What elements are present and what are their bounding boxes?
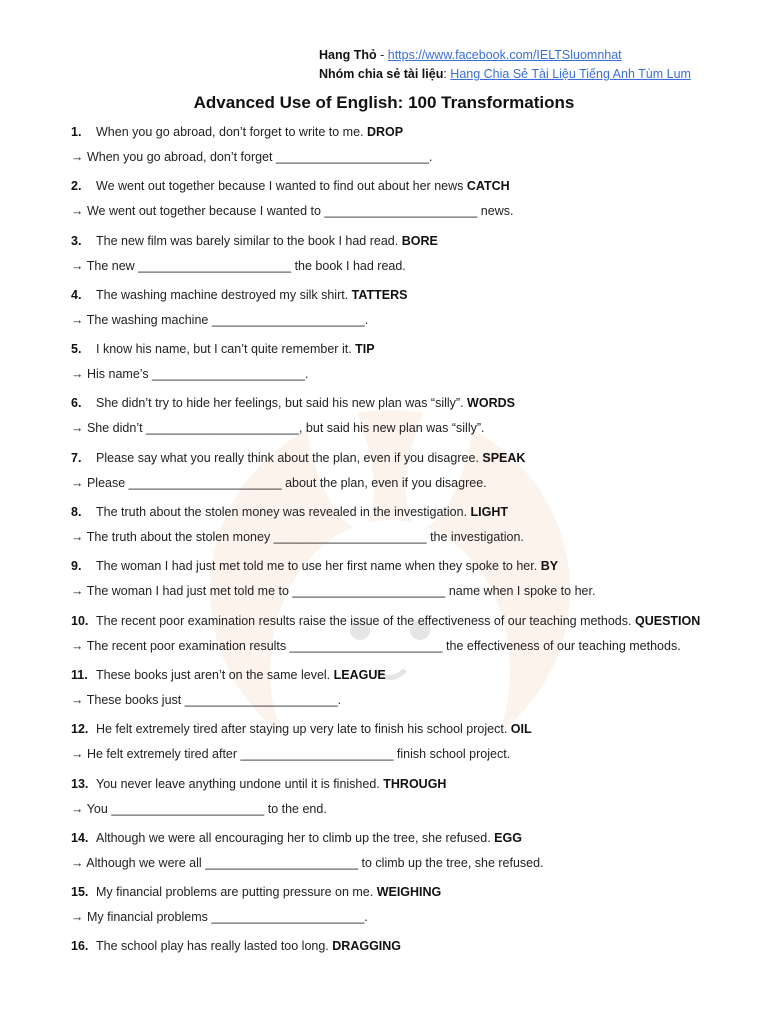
question-text: We went out together because I wanted to find out about her news [96,179,464,194]
exercise-question [71,559,558,573]
exercise-item [71,234,751,288]
exercise-question [71,668,386,682]
question-text: The school play has really lasted too long. [96,939,329,954]
answer-line[interactable]: → The recent poor examination results ______________________ the effectiveness of our teaching methods. [71,638,681,653]
exercise-number: 16. [71,939,89,954]
exercise-number: 13. [71,776,89,791]
keyword: DRAGGING [332,939,402,954]
group-separator: : [443,67,451,81]
exercise-number: 4. [71,287,82,302]
answer-line[interactable]: → These books just ______________________. [71,692,342,707]
answer-line[interactable]: → My financial problems ______________________. [71,910,368,925]
answer-line[interactable]: → The truth about the stolen money ______________________ the investigation. [71,530,524,545]
group-line [319,65,691,84]
exercise-number: 2. [71,179,82,194]
keyword: CATCH [466,179,510,194]
question-text: She didn’t try to hide her feelings, but said his new plan was “silly”. [96,396,464,411]
question-text: My financial problems are putting pressure on me. [96,885,374,900]
question-text: Please say what you really think about the plan, even if you disagree. [96,450,479,465]
exercise-item [71,125,751,179]
exercise-number: 6. [71,396,82,411]
keyword: EGG [494,830,522,845]
answer-line[interactable]: → Although we were all ______________________ to climb up the tree, she refused. [71,855,544,870]
question-text: I know his name, but I can’t quite remember it. [96,342,352,357]
exercise-question [71,614,700,628]
exercise-item [71,614,751,668]
exercise-number: 10. [71,613,89,628]
document-header [319,46,691,84]
answer-line[interactable]: → You ______________________ to the end. [71,801,327,816]
author-line [319,46,691,65]
exercise-question [71,831,522,845]
question-text: Although we were all encouraging her to climb up the tree, she refused. [96,830,491,845]
keyword: BY [540,559,559,574]
exercise-number: 11. [71,667,88,682]
question-text: The woman I had just met told me to use her first name when they spoke to her. [96,559,538,574]
keyword: QUESTION [634,613,701,628]
question-text: The truth about the stolen money was revealed in the investigation. [96,505,468,520]
answer-line[interactable]: → We went out together because I wanted to ______________________ news. [71,204,514,219]
exercise-number: 8. [71,505,82,520]
question-text: The recent poor examination results raise the issue of the effectiveness of our teaching methods. [96,613,632,628]
exercise-item [71,179,751,233]
exercise-item [71,885,751,939]
question-text: The washing machine destroyed my silk shirt. [96,287,349,302]
exercise-item [71,668,751,722]
exercise-question [71,451,525,465]
keyword: WEIGHING [376,885,442,900]
exercise-question [71,125,403,139]
answer-line[interactable]: → Please ______________________ about the plan, even if you disagree. [71,475,487,490]
exercise-question [71,505,508,519]
answer-line[interactable]: → His name’s ______________________. [71,367,309,382]
exercise-item [71,722,751,776]
question-text: When you go abroad, don’t forget to write to me. [96,125,364,139]
exercise-item [71,451,751,505]
answer-line[interactable]: → He felt extremely tired after ______________________ finish school project. [71,747,511,762]
exercise-item [71,288,751,342]
exercise-question [71,722,532,736]
keyword: LIGHT [470,505,509,520]
keyword: BORE [401,233,438,248]
exercise-question [71,396,515,410]
answer-line[interactable]: → When you go abroad, don’t forget ______________________. [71,150,433,164]
keyword: TATTERS [351,287,408,302]
document-title: Advanced Use of English: 100 Transformations [193,93,575,112]
exercise-item [71,939,751,993]
keyword: LEAGUE [333,667,386,682]
exercise-item [71,559,751,613]
exercise-question [71,234,438,248]
exercise-item [71,396,751,450]
exercise-item [71,831,751,885]
exercise-question [71,939,401,953]
author-separator: - [376,48,388,62]
keyword: THROUGH [383,776,447,791]
author-label: Hang Thỏ [319,48,377,62]
answer-line[interactable]: → The new ______________________ the book I had read. [71,258,406,273]
keyword: WORDS [467,396,515,411]
exercise-number: 9. [71,559,82,574]
exercise-number: 15. [71,885,89,900]
exercise-number: 3. [71,233,82,248]
exercise-question [71,885,441,899]
keyword: OIL [510,722,532,737]
answer-line[interactable]: → The washing machine ______________________. [71,312,369,327]
answer-line[interactable]: → The woman I had just met told me to ______________________ name when I spoke to her. [71,584,596,599]
exercise-question [71,288,407,302]
author-facebook-link[interactable]: https://www.facebook.com/IELTSluomnhat [387,48,622,62]
answer-line[interactable]: → She didn’t ______________________, but said his new plan was “silly”. [71,421,485,436]
exercise-item [71,342,751,396]
exercise-number: 5. [71,342,82,357]
exercise-list [71,125,751,994]
exercise-number: 14. [71,830,89,845]
keyword: DROP [367,125,404,139]
question-text: These books just aren’t on the same level. [96,667,331,682]
exercise-item [71,777,751,831]
exercise-number: 12. [71,722,89,737]
exercise-question [71,179,510,193]
exercise-question [71,777,446,791]
exercise-number: 1. [71,125,82,139]
exercise-item [71,505,751,559]
keyword: SPEAK [482,450,526,465]
group-link[interactable]: Hang Chia Sẻ Tài Liệu Tiếng Anh Tùm Lum [450,67,691,81]
question-text: You never leave anything undone until it is finished. [96,776,380,791]
question-text: He felt extremely tired after staying up very late to finish his school project. [96,722,508,737]
exercise-question [71,342,375,356]
keyword: TIP [355,342,375,357]
exercise-number: 7. [71,450,82,465]
group-label: Nhóm chia sẻ tài liệu [319,67,444,81]
question-text: The new film was barely similar to the book I had read. [96,233,399,248]
